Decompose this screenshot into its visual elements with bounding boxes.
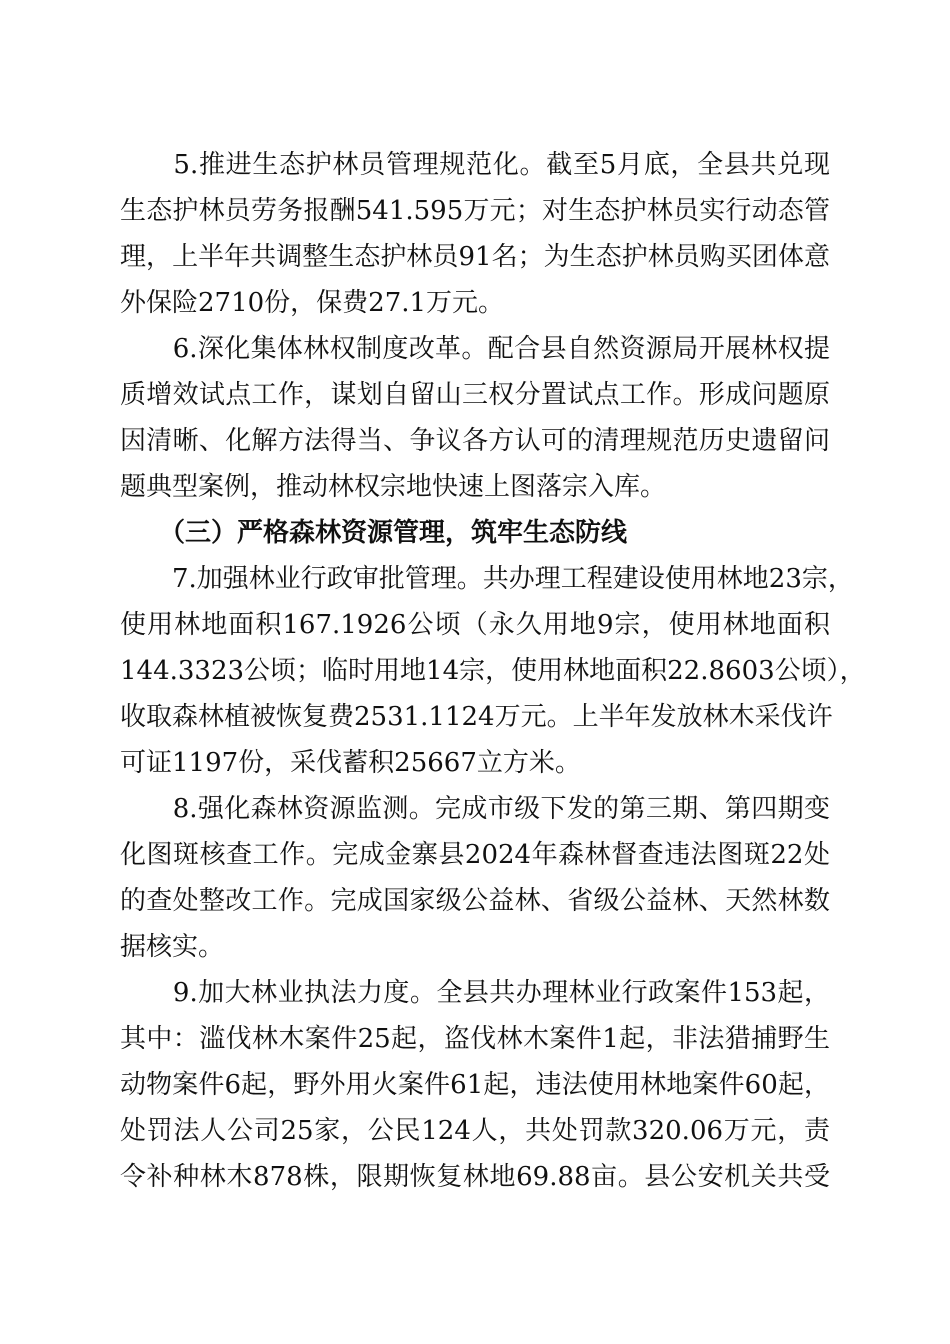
paragraph-9-line-2: 其中：滥伐林木案件25起，盗伐林木案件1起，非法猎捕野生 bbox=[120, 1024, 830, 1054]
paragraph-8-line-2: 化图斑核查工作。完成金寨县2024年森林督查违法图斑22处 bbox=[120, 840, 830, 870]
paragraph-5-line-2: 生态护林员劳务报酬541.595万元；对生态护林员实行动态管 bbox=[120, 196, 830, 226]
section-heading: （三）严格森林资源管理，筑牢生态防线 bbox=[120, 518, 628, 548]
paragraph-9-line-4: 处罚法人公司25家，公民124人，共处罚款320.06万元，责 bbox=[120, 1116, 830, 1146]
paragraph-6-line-1: 6.深化集体林权制度改革。配合县自然资源局开展林权提 bbox=[120, 334, 830, 364]
paragraph-8-line-4: 据核实。 bbox=[120, 932, 225, 962]
paragraph-8-line-1: 8.强化森林资源监测。完成市级下发的第三期、第四期变 bbox=[120, 794, 830, 824]
paragraph-6-line-3: 因清晰、化解方法得当、争议各方认可的清理规范历史遗留问 bbox=[120, 426, 830, 456]
paragraph-7-line-1: 7.加强林业行政审批管理。共办理工程建设使用林地23宗， bbox=[120, 564, 854, 594]
paragraph-7-line-3: 144.3323公顷；临时用地14宗，使用林地面积22.8603公顷）， bbox=[120, 656, 866, 686]
paragraph-5-line-3: 理，上半年共调整生态护林员91名；为生态护林员购买团体意 bbox=[120, 242, 830, 272]
paragraph-9-line-5: 令补种林木878株，限期恢复林地69.88亩。县公安机关共受 bbox=[120, 1162, 830, 1192]
paragraph-9-line-3: 动物案件6起，野外用火案件61起，违法使用林地案件60起， bbox=[120, 1070, 830, 1100]
paragraph-6-line-4: 题典型案例，推动林权宗地快速上图落宗入库。 bbox=[120, 472, 667, 502]
paragraph-7-line-2: 使用林地面积167.1926公顷（永久用地9宗，使用林地面积 bbox=[120, 610, 830, 640]
paragraph-9-line-1: 9.加大林业执法力度。全县共办理林业行政案件153起， bbox=[120, 978, 830, 1008]
paragraph-7-line-4: 收取森林植被恢复费2531.1124万元。上半年发放林木采伐许 bbox=[120, 702, 833, 732]
paragraph-6-line-2: 质增效试点工作，谋划自留山三权分置试点工作。形成问题原 bbox=[120, 380, 830, 410]
paragraph-5-line-4: 外保险2710份，保费27.1万元。 bbox=[120, 288, 505, 318]
paragraph-8-line-3: 的查处整改工作。完成国家级公益林、省级公益林、天然林数 bbox=[120, 886, 830, 916]
paragraph-5-line-1: 5.推进生态护林员管理规范化。截至5月底，全县共兑现 bbox=[120, 150, 830, 180]
paragraph-7-line-5: 可证1197份，采伐蓄积25667立方米。 bbox=[120, 748, 581, 778]
